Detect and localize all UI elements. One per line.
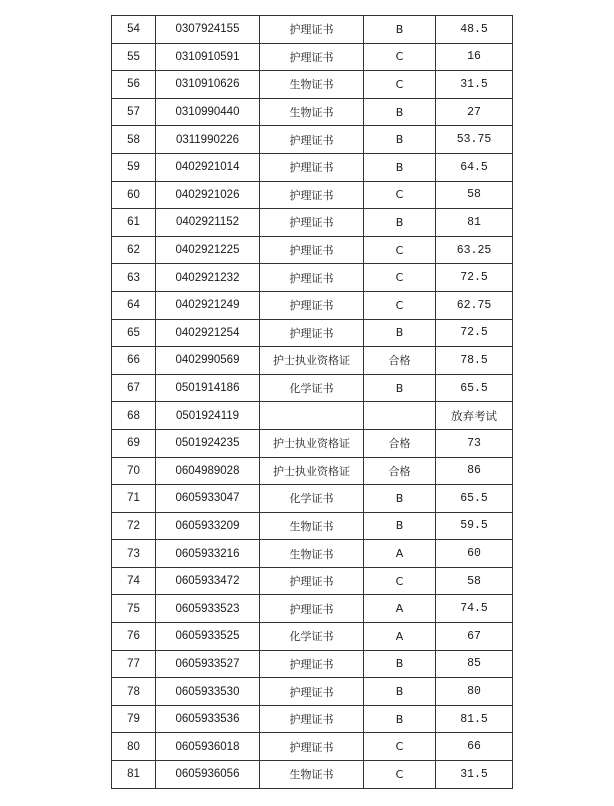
certificate-cell: 护理证书: [260, 43, 364, 71]
certificate-cell: 护理证书: [260, 319, 364, 347]
exam-id-cell: 0307924155: [156, 16, 260, 44]
score-cell: 78.5: [436, 347, 513, 375]
score-cell: 67: [436, 623, 513, 651]
seq-number-cell: 66: [112, 347, 156, 375]
exam-id-cell: 0501924119: [156, 402, 260, 430]
certificate-cell: 护理证书: [260, 209, 364, 237]
exam-id-cell: 0605936056: [156, 761, 260, 789]
certificate-cell: 护理证书: [260, 181, 364, 209]
seq-number-cell: 72: [112, 512, 156, 540]
seq-number-cell: 68: [112, 402, 156, 430]
score-cell: 72.5: [436, 264, 513, 292]
exam-id-cell: 0605933530: [156, 678, 260, 706]
certificate-cell: 护理证书: [260, 595, 364, 623]
certificate-cell: 护士执业资格证: [260, 457, 364, 485]
seq-number-cell: 67: [112, 374, 156, 402]
score-cell: 63.25: [436, 236, 513, 264]
exam-id-cell: 0605933047: [156, 485, 260, 513]
table-row: [112, 705, 513, 733]
grade-cell: C: [364, 264, 436, 292]
table-row: [112, 485, 513, 513]
certificate-cell: 护理证书: [260, 650, 364, 678]
certificate-cell: 护理证书: [260, 126, 364, 154]
results-sheet: [111, 15, 513, 789]
grade-cell: B: [364, 319, 436, 347]
exam-id-cell: 0605933523: [156, 595, 260, 623]
exam-id-cell: 0402921152: [156, 209, 260, 237]
table-row: [112, 153, 513, 181]
grade-cell: C: [364, 567, 436, 595]
grade-cell: B: [364, 512, 436, 540]
certificate-cell: 护理证书: [260, 236, 364, 264]
table-row: [112, 650, 513, 678]
score-cell: 72.5: [436, 319, 513, 347]
exam-id-cell: 0402921249: [156, 291, 260, 319]
seq-number-cell: 57: [112, 98, 156, 126]
table-row: [112, 733, 513, 761]
score-cell: 31.5: [436, 761, 513, 789]
seq-number-cell: 76: [112, 623, 156, 651]
seq-number-cell: 75: [112, 595, 156, 623]
certificate-cell: 化学证书: [260, 485, 364, 513]
score-cell: 86: [436, 457, 513, 485]
results-table-body: [112, 16, 513, 789]
table-row: [112, 126, 513, 154]
seq-number-cell: 69: [112, 429, 156, 457]
seq-number-cell: 77: [112, 650, 156, 678]
certificate-cell: 生物证书: [260, 71, 364, 99]
grade-cell: C: [364, 71, 436, 99]
grade-cell: B: [364, 126, 436, 154]
exam-id-cell: 0402921014: [156, 153, 260, 181]
score-cell: 16: [436, 43, 513, 71]
certificate-cell: 护理证书: [260, 678, 364, 706]
score-cell: 80: [436, 678, 513, 706]
table-row: [112, 540, 513, 568]
score-cell: 64.5: [436, 153, 513, 181]
seq-number-cell: 78: [112, 678, 156, 706]
score-cell: 65.5: [436, 374, 513, 402]
seq-number-cell: 81: [112, 761, 156, 789]
table-row: [112, 347, 513, 375]
table-row: [112, 236, 513, 264]
grade-cell: B: [364, 209, 436, 237]
grade-cell: 合格: [364, 429, 436, 457]
certificate-cell: 护理证书: [260, 705, 364, 733]
exam-id-cell: 0605933527: [156, 650, 260, 678]
exam-id-cell: 0605933525: [156, 623, 260, 651]
exam-id-cell: 0311990226: [156, 126, 260, 154]
exam-id-cell: 0402921225: [156, 236, 260, 264]
table-row: [112, 678, 513, 706]
seq-number-cell: 60: [112, 181, 156, 209]
score-cell: 66: [436, 733, 513, 761]
seq-number-cell: 59: [112, 153, 156, 181]
table-row: [112, 291, 513, 319]
certificate-cell: 化学证书: [260, 374, 364, 402]
exam-id-cell: 0605933216: [156, 540, 260, 568]
grade-cell: C: [364, 236, 436, 264]
grade-cell: A: [364, 623, 436, 651]
exam-id-cell: 0402921026: [156, 181, 260, 209]
grade-cell: B: [364, 374, 436, 402]
certificate-cell: 护理证书: [260, 733, 364, 761]
seq-number-cell: 80: [112, 733, 156, 761]
seq-number-cell: 54: [112, 16, 156, 44]
table-row: [112, 402, 513, 430]
seq-number-cell: 70: [112, 457, 156, 485]
exam-id-cell: 0501914186: [156, 374, 260, 402]
score-cell: 53.75: [436, 126, 513, 154]
results-table: [111, 15, 513, 789]
seq-number-cell: 79: [112, 705, 156, 733]
table-row: [112, 16, 513, 44]
certificate-cell: 化学证书: [260, 623, 364, 651]
table-row: [112, 761, 513, 789]
score-cell: 85: [436, 650, 513, 678]
table-row: [112, 209, 513, 237]
exam-id-cell: 0605933209: [156, 512, 260, 540]
score-cell: 58: [436, 181, 513, 209]
grade-cell: A: [364, 595, 436, 623]
certificate-cell: 生物证书: [260, 540, 364, 568]
certificate-cell: 生物证书: [260, 512, 364, 540]
exam-id-cell: 0310990440: [156, 98, 260, 126]
certificate-cell: 生物证书: [260, 98, 364, 126]
table-row: [112, 429, 513, 457]
seq-number-cell: 73: [112, 540, 156, 568]
certificate-cell: 护理证书: [260, 264, 364, 292]
grade-cell: A: [364, 540, 436, 568]
score-cell: 81.5: [436, 705, 513, 733]
grade-cell: B: [364, 705, 436, 733]
grade-cell: B: [364, 16, 436, 44]
seq-number-cell: 65: [112, 319, 156, 347]
table-row: [112, 98, 513, 126]
seq-number-cell: 74: [112, 567, 156, 595]
table-row: [112, 374, 513, 402]
score-cell: 58: [436, 567, 513, 595]
grade-cell: C: [364, 733, 436, 761]
seq-number-cell: 55: [112, 43, 156, 71]
grade-cell: B: [364, 98, 436, 126]
table-row: [112, 512, 513, 540]
score-cell: 65.5: [436, 485, 513, 513]
seq-number-cell: 63: [112, 264, 156, 292]
grade-cell: C: [364, 761, 436, 789]
table-row: [112, 71, 513, 99]
certificate-cell: 生物证书: [260, 761, 364, 789]
grade-cell: C: [364, 291, 436, 319]
seq-number-cell: 61: [112, 209, 156, 237]
certificate-cell: [260, 402, 364, 430]
table-row: [112, 623, 513, 651]
grade-cell: 合格: [364, 347, 436, 375]
grade-cell: B: [364, 650, 436, 678]
score-cell: 31.5: [436, 71, 513, 99]
score-cell: 81: [436, 209, 513, 237]
seq-number-cell: 64: [112, 291, 156, 319]
seq-number-cell: 58: [112, 126, 156, 154]
grade-cell: C: [364, 181, 436, 209]
score-cell: 27: [436, 98, 513, 126]
table-row: [112, 264, 513, 292]
table-row: [112, 595, 513, 623]
exam-id-cell: 0605936018: [156, 733, 260, 761]
exam-id-cell: 0310910591: [156, 43, 260, 71]
score-cell: 74.5: [436, 595, 513, 623]
exam-id-cell: 0605933472: [156, 567, 260, 595]
score-cell: 放弃考试: [436, 402, 513, 430]
table-row: [112, 567, 513, 595]
exam-id-cell: 0402921232: [156, 264, 260, 292]
certificate-cell: 护士执业资格证: [260, 429, 364, 457]
certificate-cell: 护理证书: [260, 16, 364, 44]
certificate-cell: 护理证书: [260, 153, 364, 181]
exam-id-cell: 0604989028: [156, 457, 260, 485]
grade-cell: 合格: [364, 457, 436, 485]
certificate-cell: 护士执业资格证: [260, 347, 364, 375]
grade-cell: B: [364, 153, 436, 181]
grade-cell: B: [364, 678, 436, 706]
grade-cell: B: [364, 485, 436, 513]
seq-number-cell: 62: [112, 236, 156, 264]
score-cell: 59.5: [436, 512, 513, 540]
exam-id-cell: 0402990569: [156, 347, 260, 375]
exam-id-cell: 0402921254: [156, 319, 260, 347]
table-row: [112, 457, 513, 485]
exam-id-cell: 0310910626: [156, 71, 260, 99]
table-row: [112, 181, 513, 209]
score-cell: 60: [436, 540, 513, 568]
table-row: [112, 43, 513, 71]
grade-cell: [364, 402, 436, 430]
certificate-cell: 护理证书: [260, 291, 364, 319]
score-cell: 62.75: [436, 291, 513, 319]
exam-id-cell: 0501924235: [156, 429, 260, 457]
seq-number-cell: 71: [112, 485, 156, 513]
seq-number-cell: 56: [112, 71, 156, 99]
score-cell: 48.5: [436, 16, 513, 44]
table-row: [112, 319, 513, 347]
score-cell: 73: [436, 429, 513, 457]
exam-id-cell: 0605933536: [156, 705, 260, 733]
certificate-cell: 护理证书: [260, 567, 364, 595]
grade-cell: C: [364, 43, 436, 71]
